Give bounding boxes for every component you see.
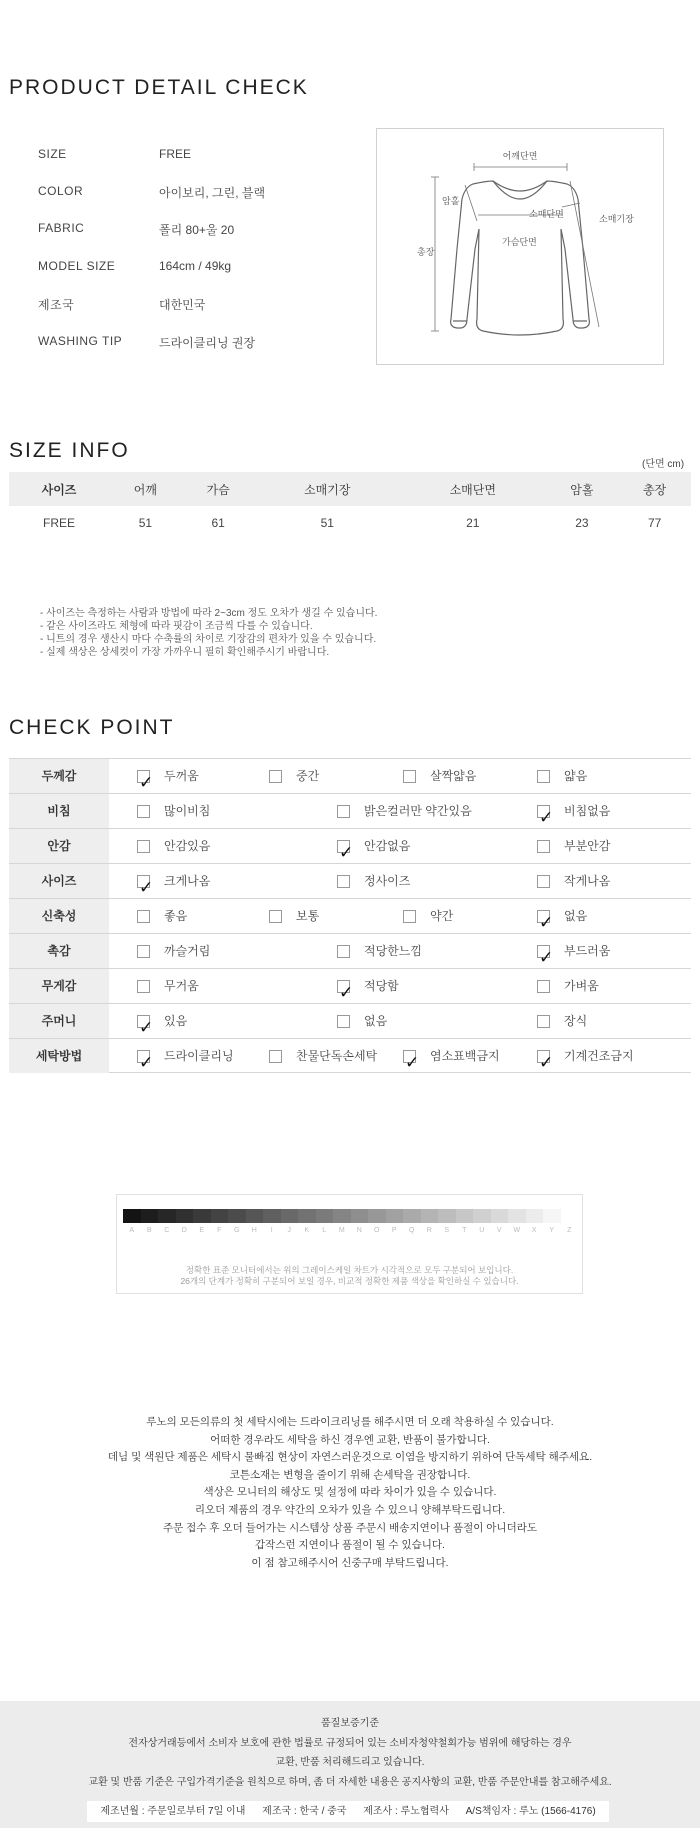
checkbox [137,910,150,923]
checkbox [337,945,350,958]
grayscale-swatch [333,1209,351,1223]
care-notice [0,1414,700,1572]
check-row-stretch [9,898,691,933]
check-option-label: 적당한느낌 [364,944,422,958]
checkbox [537,910,554,932]
check-option-label: 장식 [564,1014,588,1028]
check-option-label: 살짝얇음 [430,769,477,783]
size-note: - 니트의 경우 생산시 마다 수축률의 차이로 기장감의 편차가 있을 수 있습니다. [40,634,377,645]
size-cell: 23 [575,516,589,530]
detail-value: 대한민국 [159,298,206,312]
grayscale-letter: K [304,1227,310,1234]
sweater-illustration [377,129,663,364]
checkbox [137,980,150,993]
footer-heading: 품질보증기준 [321,1718,379,1729]
check-mark-icon: ✓ [139,1018,154,1037]
grayscale-letter: C [164,1227,170,1234]
check-row-label: 비침 [9,794,109,828]
grayscale-letter: P [391,1227,397,1234]
checkbox [337,1015,350,1028]
grayscale-swatch [228,1209,246,1223]
grayscale-chart [116,1194,583,1294]
detail-value: 아이보리, 그린, 블랙 [159,186,266,200]
checkbox [137,875,154,897]
checkbox [269,910,282,923]
checkbox [403,910,416,923]
grayscale-letter: V [496,1227,502,1234]
check-option-label: 없음 [564,909,588,923]
grayscale-letter: E [199,1227,205,1234]
grayscale-letter: S [444,1227,450,1234]
grayscale-swatch [491,1209,509,1223]
grayscale-note: 26개의 단계가 정확히 구분되어 보일 경우, 비교적 정확한 제품 색상을 확인하실 수 있습니다. [180,1276,519,1286]
grayscale-note: 정확한 표준 모니터에서는 위의 그레이스케일 차트가 시각적으로 모두 구분되어 보입니다. [185,1265,514,1275]
check-row-washing [9,1038,691,1073]
check-mark-icon: ✓ [539,913,554,932]
label-chest: 가슴단면 [502,237,537,247]
check-row-texture [9,933,691,968]
size-header-cell: 소매기장 [255,472,401,506]
check-mark-icon: ✓ [539,808,554,827]
size-info-title: SIZE INFO [9,439,130,462]
check-option-label: 가벼움 [564,979,599,993]
check-option-label: 크게나옴 [164,874,211,888]
size-cell: 77 [647,516,662,530]
check-option-label: 까슬거림 [164,944,211,958]
notice-line: 어떠한 경우라도 세탁을 하신 경우엔 교환, 반품이 불가합니다. [210,1433,490,1446]
checkbox [269,1050,282,1063]
check-option-label: 중간 [296,769,320,783]
size-cell: 61 [211,516,225,530]
notice-line: 데님 및 색원단 제품은 세탁시 물빠짐 현상이 자연스러운것으로 이염을 방지하기 위하여 단독세탁 해주세요. [107,1451,593,1464]
checkbox [137,945,150,958]
check-point-title: CHECK POINT [9,716,175,739]
detail-value: 드라이클리닝 권장 [159,336,256,350]
grayscale-swatch [263,1209,281,1223]
size-header-cell: 사이즈 [9,472,109,506]
check-option-label: 드라이클리닝 [164,1049,234,1063]
detail-value: 폴리 80+울 20 [159,223,235,237]
check-option-label: 안감있음 [164,839,211,853]
notice-line: 갑작스런 지연이나 품절이 될 수 있습니다. [255,1539,445,1552]
grayscale-swatch [158,1209,176,1223]
checkbox [537,840,550,853]
size-note: - 실제 색상은 상세컷이 가장 가까우니 필히 확인해주시기 바랍니다. [40,647,330,658]
checkbox [537,1050,554,1072]
grayscale-letter: Y [549,1227,555,1234]
check-option-label: 정사이즈 [364,874,411,888]
product-detail-title: PRODUCT DETAIL CHECK [9,76,309,99]
grayscale-letter: J [287,1227,291,1234]
detail-value: 164cm / 49kg [159,259,232,273]
check-row-weight [9,968,691,1003]
check-row-size [9,863,691,898]
grayscale-strip [123,1209,578,1223]
detail-label: MODEL SIZE [38,259,116,273]
notice-line: 코튼소재는 변형을 줄이기 위해 손세탁을 권장합니다. [229,1468,471,1481]
check-row-label: 안감 [9,829,109,863]
grayscale-letter: M [338,1227,345,1234]
checkbox [137,1015,154,1037]
checkbox [537,980,550,993]
check-row-label: 촉감 [9,934,109,968]
checkbox [337,875,350,888]
grayscale-swatch [316,1209,334,1223]
check-option-label: 약간 [430,909,454,923]
footer-line: 교환, 반품 처리해드리고 있습니다. [275,1757,425,1768]
grayscale-letter: L [322,1227,327,1234]
grayscale-letter: D [181,1227,187,1234]
grayscale-letter: O [374,1227,380,1234]
detail-label: FABRIC [38,221,85,235]
footer-line: 교환 및 반품 기준은 구입가격기준을 원칙으로 하며, 좀 더 자세한 내용은 공지사항의 교환, 반품 주문안내를 참고해주세요. [88,1776,612,1788]
checkbox [137,805,150,818]
grayscale-swatch [351,1209,369,1223]
check-option-label: 비침없음 [564,804,611,818]
manufacturer: 제조사 : 루노협력사 [363,1806,449,1817]
check-option-label: 얇음 [564,769,588,783]
check-option-label: 없음 [364,1014,388,1028]
check-option-label: 염소표백금지 [430,1049,500,1063]
checkbox [537,875,550,888]
grayscale-letter: I [270,1227,273,1234]
detail-label: WASHING TIP [38,334,123,348]
check-mark-icon: ✓ [139,878,154,897]
size-cell: 21 [466,516,480,530]
check-option-label: 밝은컬러만 약간있음 [364,804,472,818]
label-armhole: 암홀 [442,196,460,206]
checkbox [137,770,154,792]
size-cell: 51 [320,516,334,530]
grayscale-letter: N [356,1227,362,1234]
notice-line: 색상은 모니터의 해상도 및 설정에 따라 차이가 있을 수 있습니다. [203,1486,497,1499]
check-row-pocket [9,1003,691,1038]
size-cell: 51 [138,516,153,530]
size-header-cell: 소매단면 [400,472,546,506]
check-option-label: 두꺼움 [164,769,199,783]
size-note: - 같은 사이즈라도 체형에 따라 핏감이 조금씩 다를 수 있습니다. [40,621,313,632]
grayscale-swatch [561,1209,579,1223]
grayscale-letter: U [479,1227,485,1234]
grayscale-letter: Z [567,1227,572,1234]
checkbox [537,770,550,783]
grayscale-letter: A [129,1227,135,1234]
footer-line: 전자상거래등에서 소비자 보호에 관한 법률로 규정되어 있는 소비자청약철회가능 범위에 해당하는 경우 [128,1737,572,1749]
check-mark-icon: ✓ [339,843,354,862]
size-unit: (단면 cm) [642,459,685,470]
checkbox [537,805,554,827]
checkbox [269,770,282,783]
check-point-table [9,758,691,1073]
grayscale-swatch [193,1209,211,1223]
check-row-label: 신축성 [9,899,109,933]
size-table-header [9,472,691,506]
check-option-label: 기계건조금지 [564,1049,634,1063]
check-row-label: 무게감 [9,969,109,1003]
checkbox [537,1015,550,1028]
check-option-label: 좋음 [164,909,188,923]
detail-label: COLOR [38,184,84,198]
check-mark-icon: ✓ [339,983,354,1002]
label-length: 총장 [417,247,435,257]
check-row-label: 주머니 [9,1004,109,1038]
size-note: - 사이즈는 측정하는 사람과 방법에 따라 2~3cm 정도 오차가 생길 수 있습니다. [40,608,378,619]
detail-value: FREE [159,147,192,161]
check-option-label: 무거움 [164,979,199,993]
grayscale-swatch [246,1209,264,1223]
check-row-lining [9,828,691,863]
grayscale-swatch [386,1209,404,1223]
grayscale-letter: B [146,1227,152,1234]
label-shoulder: 어깨단면 [502,151,538,161]
size-notes [40,607,377,659]
grayscale-swatch [141,1209,159,1223]
checkbox [137,1050,154,1072]
footer-text [0,1714,700,1792]
size-table [9,472,691,540]
check-mark-icon: ✓ [539,1053,554,1072]
grayscale-swatch [508,1209,526,1223]
check-option-label: 있음 [164,1014,188,1028]
grayscale-letter: G [234,1227,240,1234]
size-header-cell: 암홀 [546,472,619,506]
grayscale-swatch [176,1209,194,1223]
check-mark-icon: ✓ [405,1053,420,1072]
table-row [9,506,691,540]
checkbox [337,840,354,862]
manufacture-date: 제조년월 : 주문일로부터 7일 이내 [100,1806,246,1817]
grayscale-swatch [123,1209,141,1223]
check-option-label: 부분안감 [564,839,611,853]
check-option-label: 작게나옴 [564,874,611,888]
check-option-label: 안감없음 [364,839,411,853]
label-sleeve-length: 소매기장 [599,214,634,224]
grayscale-letter: F [217,1227,222,1234]
check-row-thickness [9,758,691,793]
quality-guarantee-footer [0,1701,700,1828]
checkbox [137,840,150,853]
as-contact: A/S책임자 : 루노 (1566-4176) [465,1806,596,1817]
grayscale-letter: R [426,1227,432,1234]
grayscale-swatch [526,1209,544,1223]
detail-label: SIZE [38,147,67,161]
notice-line: 리오더 제품의 경우 약간의 오차가 있을 수 있으니 양해부탁드립니다. [194,1503,506,1516]
check-mark-icon: ✓ [539,948,554,967]
garment-diagram [376,128,664,365]
grayscale-swatch [281,1209,299,1223]
grayscale-swatch [543,1209,561,1223]
size-header-cell: 가슴 [182,472,255,506]
grayscale-letter: X [531,1227,537,1234]
check-option-label: 많이비침 [164,804,211,818]
check-row-label: 세탁방법 [9,1039,109,1073]
grayscale-swatch [403,1209,421,1223]
check-row-sheerness [9,793,691,828]
size-header-cell: 어깨 [109,472,182,506]
grayscale-swatch [368,1209,386,1223]
size-cell: FREE [42,516,75,530]
grayscale-swatch [298,1209,316,1223]
grayscale-swatch [438,1209,456,1223]
notice-line: 주문 접수 후 오더 들어가는 시스템상 상품 주문시 배송지연이나 품절이 아니더라도 [162,1521,538,1534]
manufacture-country: 제조국 : 한국 / 중국 [262,1806,347,1817]
checkbox [403,1050,420,1072]
grayscale-letters [123,1227,578,1234]
checkbox [337,980,354,1002]
notice-line: 루노의 모든의류의 첫 세탁시에는 드라이크리닝를 해주시면 더 오래 착용하실 수 있습니다. [146,1416,554,1428]
checkbox [537,945,554,967]
check-option-label: 적당함 [364,979,399,993]
check-mark-icon: ✓ [139,1053,154,1072]
grayscale-swatch [473,1209,491,1223]
detail-label: 제조국 [38,298,75,312]
check-option-label: 부드러움 [564,944,611,958]
checkbox [337,805,350,818]
check-option-label: 보통 [296,909,320,923]
check-row-label: 사이즈 [9,864,109,898]
grayscale-letter: H [251,1227,257,1234]
checkbox [403,770,416,783]
grayscale-swatch [456,1209,474,1223]
notice-line: 이 점 참고해주시어 신중구매 부탁드립니다. [251,1556,449,1569]
grayscale-swatch [211,1209,229,1223]
grayscale-letter: T [462,1227,467,1234]
check-mark-icon: ✓ [139,773,154,792]
grayscale-swatch [421,1209,439,1223]
grayscale-letter: W [513,1227,521,1234]
size-header-cell: 총장 [618,472,691,506]
check-row-label: 두께감 [9,759,109,793]
footer-info-bar [87,1801,609,1822]
check-option-label: 찬물단독손세탁 [296,1049,378,1063]
label-sleeve-width: 소매단면 [529,209,564,219]
grayscale-letter: Q [409,1227,415,1234]
